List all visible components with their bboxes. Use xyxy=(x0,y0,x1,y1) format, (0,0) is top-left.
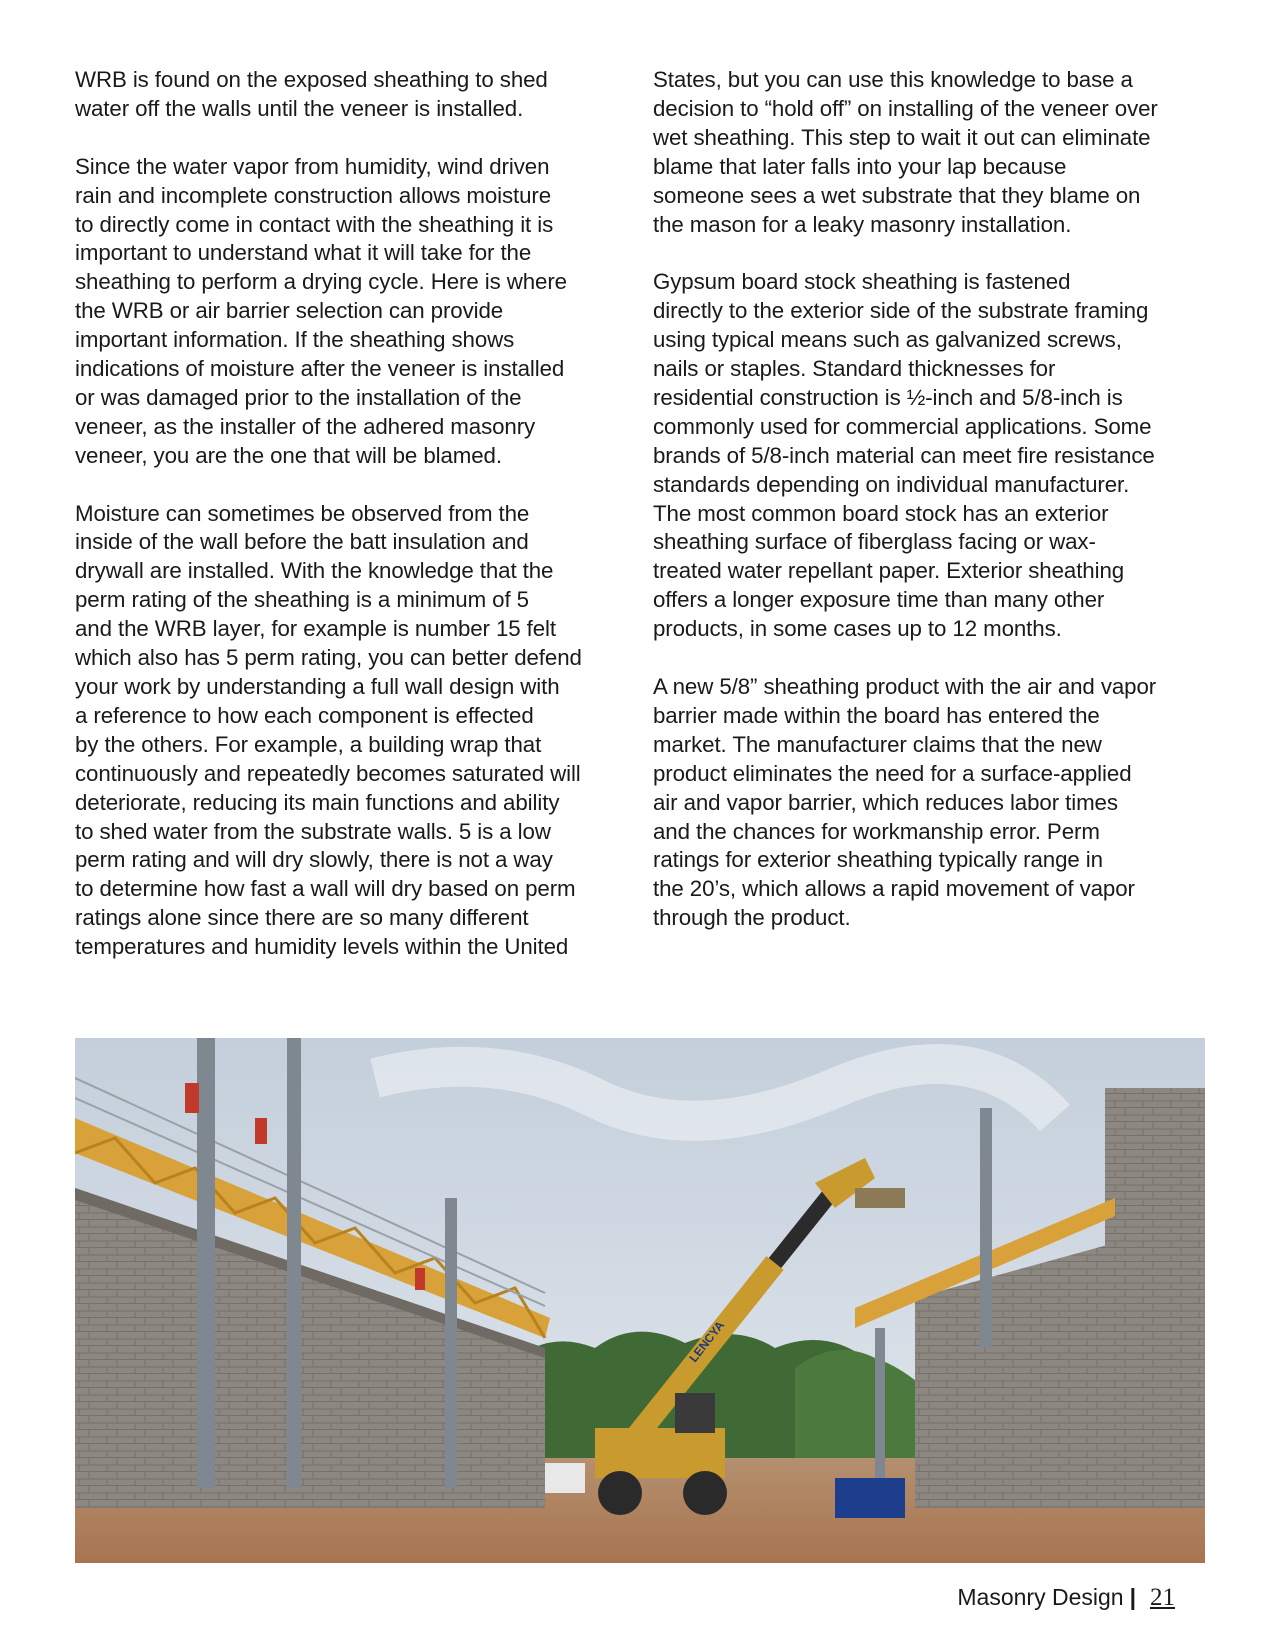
right-column xyxy=(653,66,1218,962)
page-footer xyxy=(957,1584,1175,1612)
paragraph: States, but you can use this knowledge to base a decision to “hold off” on installing of the veneer over wet sheathing. This step to wait it out can eliminate blame that later falls into your lap because someone sees a wet substrate that they blame on the mason for a leaky masonry installation. xyxy=(653,67,1158,237)
paragraph: Gypsum board stock sheathing is fastened directly to the exterior side of the substrate framing using typical means such as galvanized screws, nails or staples. Standard thicknesses for residential construction is ½-inch and 5/8-inch is commonly used for commercial applications. Some brands of 5/8-inch material can meet fire resistance standards depending on individual manufacturer. The most common board stock has an exterior sheathing surface of fiberglass facing or wax- treated water repellant paper. Exterior sheathing offers a longer exposure time than many other products, in some cases up to 12 months. xyxy=(653,269,1155,642)
left-ladder-mast xyxy=(197,1038,215,1488)
blue-dumpster xyxy=(835,1478,905,1518)
masonry-site-illustration xyxy=(75,1038,1205,1563)
left-column xyxy=(75,66,635,991)
paragraph: WRB is found on the exposed sheathing to shed water off the walls until the veneer is installed. xyxy=(75,67,548,121)
publication-name: Masonry Design xyxy=(957,1584,1124,1610)
boom-label: LENCYA xyxy=(686,1318,728,1365)
paragraph: A new 5/8” sheathing product with the air and vapor barrier made within the board has entered the market. The manufacturer claims that the new product eliminates the need for a surface-applied air and vapor barrier, which reduces labor times and the chances for workmanship error. Perm ratings for exterior sheathing typically range in the 20’s, which allows a rapid movement of vapor through the product. xyxy=(653,674,1157,931)
footer-separator: | xyxy=(1129,1584,1136,1610)
page-number: 21 xyxy=(1150,1584,1175,1611)
paragraph: Moisture can sometimes be observed from the inside of the wall before the batt insulation and drywall are installed. With the knowledge that the perm rating of the sheathing is a minimum of 5 and the WRB layer, for example is number 15 felt which also has 5 perm rating, you can better defend your work by understanding a full wall design with a reference to how each component is effected by the others. For example, a building wrap that continuously and repeatedly becomes saturated will deteriorate, reducing its main functions and ability to shed water from the substrate walls. 5 is a low perm rating and will dry slowly, there is not a way to determine how fast a wall will dry based on perm ratings alone since there are so many different temperatures and humidity levels within the United xyxy=(75,500,582,960)
construction-photo xyxy=(75,1038,1205,1563)
paragraph: Since the water vapor from humidity, wind driven rain and incomplete construction allows moisture to directly come in contact with the sheathing it is important to understand what it will take for the sheathing to perform a drying cycle. Here is where the WRB or air barrier selection can provide important information. If the sheathing shows indications of moisture after the veneer is installed or was damaged prior to the installation of the veneer, as the installer of the adhered masonry veneer, you are the one that will be blamed. xyxy=(75,153,567,468)
